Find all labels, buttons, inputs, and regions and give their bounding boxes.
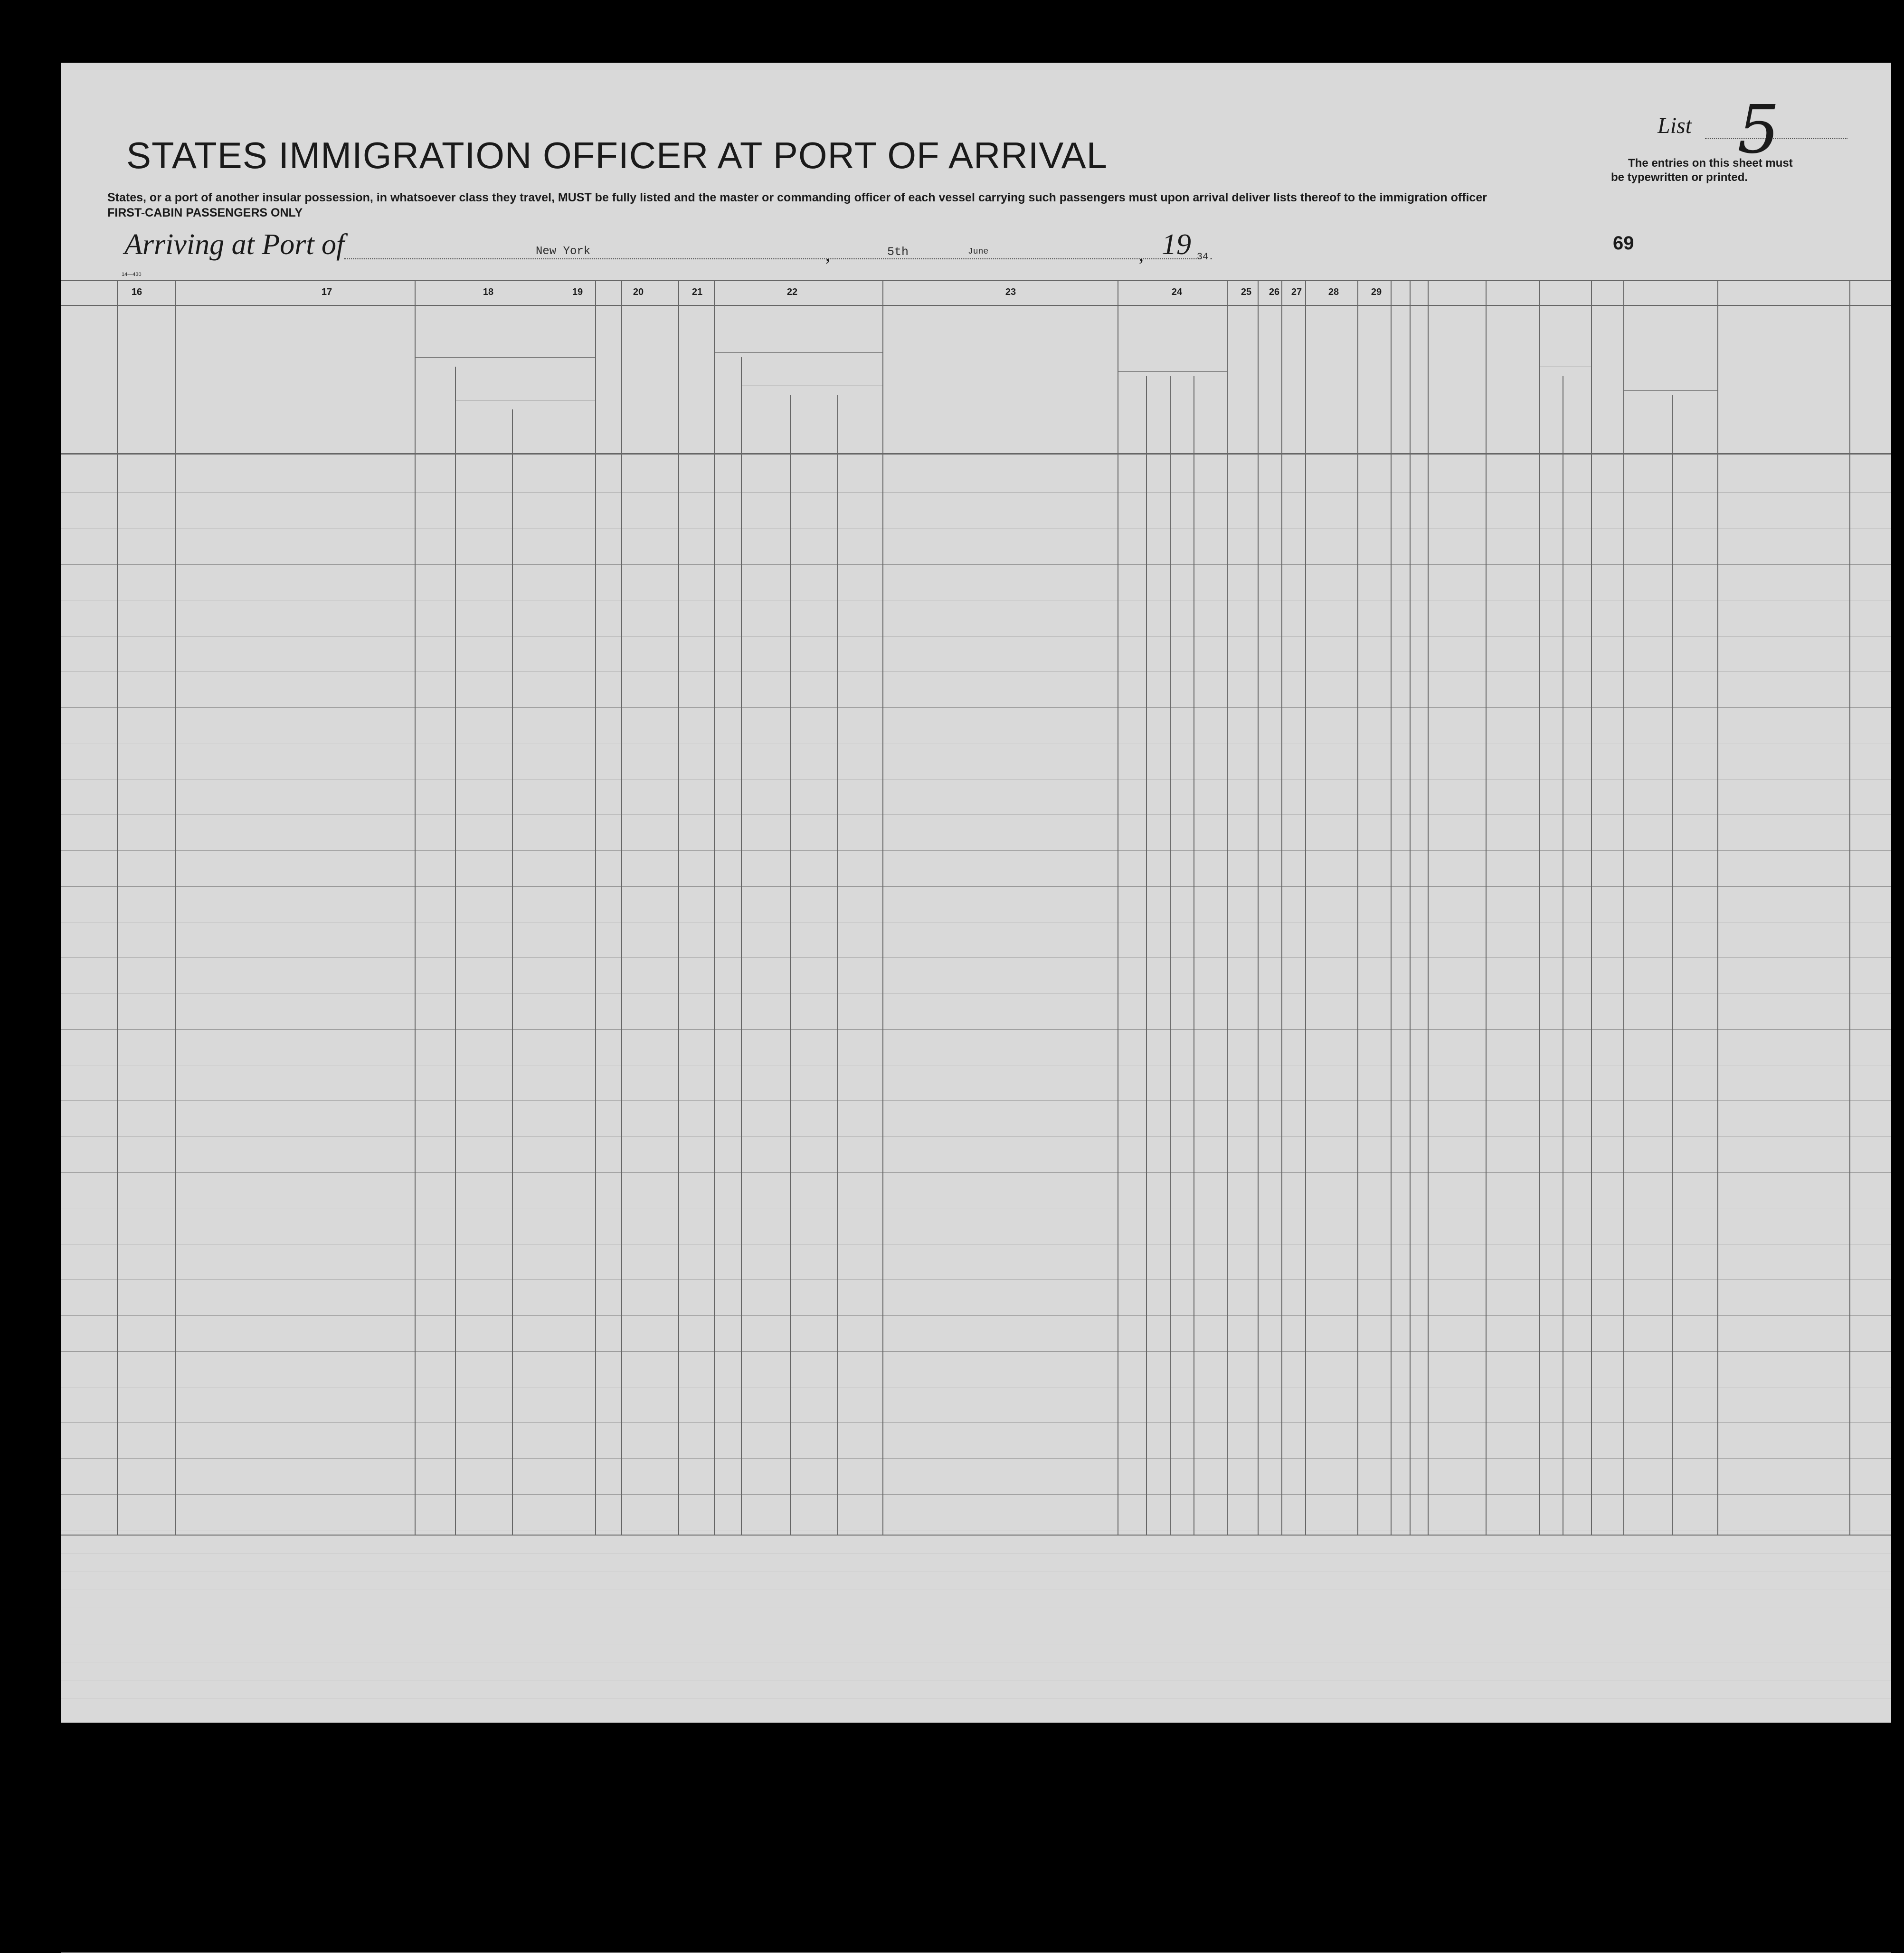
column-line xyxy=(1170,376,1171,1535)
table-bottom-border xyxy=(61,1535,1891,1536)
row-line xyxy=(61,564,1891,565)
page-number: 69 xyxy=(1613,233,1634,254)
column-line xyxy=(1717,280,1718,1535)
port-line xyxy=(344,258,888,259)
year-prefix: 19 xyxy=(1162,228,1191,261)
row-line xyxy=(61,707,1891,708)
row-line xyxy=(61,1494,1891,1495)
col-21-num: 21 xyxy=(692,287,703,297)
arrival-port: New York xyxy=(536,245,591,258)
row-line xyxy=(61,1029,1891,1030)
row-line xyxy=(61,1315,1891,1316)
form-title: STATES IMMIGRATION OFFICER AT PORT OF ARRIVAL xyxy=(126,134,1108,176)
col-19-num: 19 xyxy=(572,287,583,297)
typewritten-note-2: be typewritten or printed. xyxy=(1611,171,1748,184)
row-line xyxy=(61,1351,1891,1352)
column-line xyxy=(1486,280,1487,1535)
column-line xyxy=(1623,280,1624,1535)
column-line xyxy=(1146,376,1147,1535)
comma-1: , xyxy=(825,244,830,265)
year-suffix: 34. xyxy=(1197,252,1214,263)
column-line xyxy=(512,409,513,1535)
col-28-num: 28 xyxy=(1328,287,1339,297)
row-line xyxy=(61,1100,1891,1101)
col-26-num: 26 xyxy=(1269,287,1280,297)
column-line xyxy=(117,280,118,1535)
form-subtitle: States, or a port of another insular possession, in whatsoever class they travel, MUST be fully listed and the master or commanding officer of each vessel carrying such passengers must upon arrival deliver lists thereof to the immigration officer xyxy=(107,191,1487,204)
subheader-line xyxy=(714,352,882,353)
comma-2: , xyxy=(1139,244,1144,265)
col-17-num: 17 xyxy=(321,287,332,297)
column-line xyxy=(175,280,176,1535)
column-line xyxy=(790,395,791,1535)
column-line xyxy=(1539,280,1540,1535)
column-line xyxy=(595,280,596,1535)
column-line xyxy=(882,280,883,1535)
column-line xyxy=(1410,280,1411,1535)
arriving-label: Arriving at Port of xyxy=(124,228,345,261)
column-line xyxy=(1281,280,1282,1535)
col-16-num: 16 xyxy=(131,287,142,297)
column-line xyxy=(1849,280,1850,1535)
subheader-line xyxy=(415,357,595,358)
column-line xyxy=(1357,280,1358,1535)
col-25-num: 25 xyxy=(1241,287,1252,297)
table-top-border xyxy=(61,280,1891,281)
arrival-month: June xyxy=(968,247,989,256)
arrival-day: 5th xyxy=(887,245,909,259)
col-29-num: 29 xyxy=(1371,287,1382,297)
col-22-num: 22 xyxy=(786,287,798,297)
column-line xyxy=(621,280,622,1535)
header-bottom-border xyxy=(61,453,1891,455)
cabin-class: FIRST-CABIN PASSENGERS ONLY xyxy=(107,206,303,219)
list-label: List xyxy=(1658,113,1692,138)
col-20-num: 20 xyxy=(633,287,644,297)
col-23-num: 23 xyxy=(1005,287,1016,297)
column-line xyxy=(455,367,456,1535)
column-line xyxy=(415,280,416,1535)
row-line xyxy=(61,1172,1891,1173)
column-line xyxy=(1591,280,1592,1535)
column-line xyxy=(1305,280,1306,1535)
column-line xyxy=(1672,395,1673,1535)
row-line xyxy=(61,886,1891,887)
row-line xyxy=(61,1422,1891,1423)
row-line xyxy=(61,1458,1891,1459)
column-line xyxy=(714,280,715,1535)
row-line xyxy=(61,850,1891,851)
column-line xyxy=(837,395,838,1535)
column-line xyxy=(1258,280,1259,1535)
col-18-num: 18 xyxy=(483,287,494,297)
column-line xyxy=(741,357,742,1535)
typewritten-note-1: The entries on this sheet must xyxy=(1628,157,1793,170)
column-line xyxy=(1391,280,1392,1535)
list-number: 5 xyxy=(1737,91,1780,169)
subheader-line xyxy=(1623,390,1717,391)
manifest-sheet xyxy=(61,63,1891,1723)
col-24-num: 24 xyxy=(1171,287,1183,297)
column-line xyxy=(1227,280,1228,1535)
col-27-num: 27 xyxy=(1291,287,1302,297)
colnum-divider xyxy=(61,305,1891,306)
column-line xyxy=(678,280,679,1535)
column-line xyxy=(1428,280,1429,1535)
form-code-top: 14—430 xyxy=(122,272,142,277)
subheader-line xyxy=(1118,371,1227,372)
